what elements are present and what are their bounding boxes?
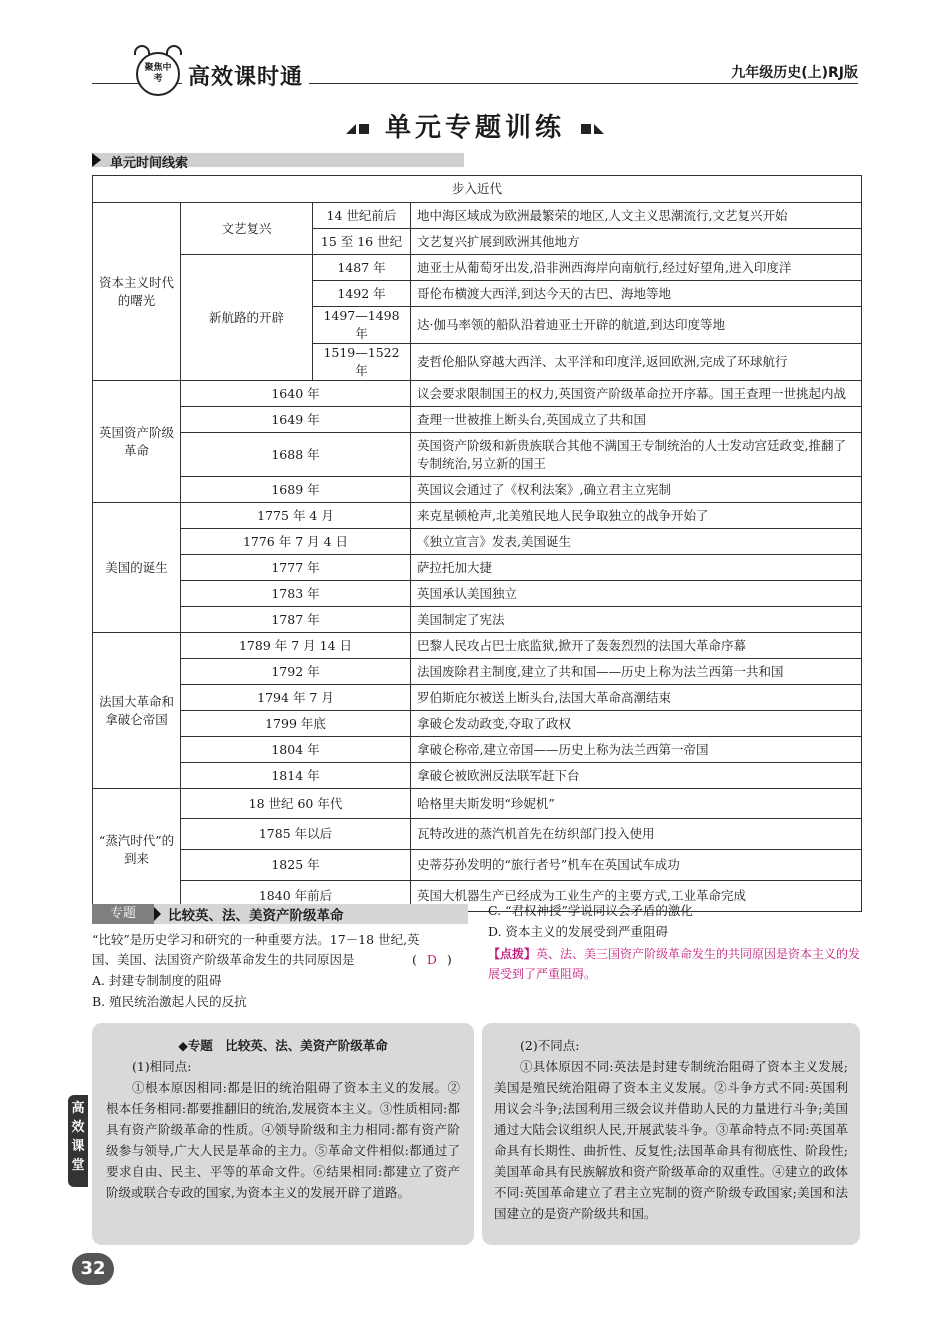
time-cell: 1492 年	[313, 281, 411, 307]
event-cell: 达·伽马率领的船队沿着迪亚士开辟的航道,到达印度等地	[411, 307, 862, 344]
event-cell: 地中海区域成为欧洲最繁荣的地区,人文主义思潮流行,文艺复兴开始	[411, 203, 862, 229]
event-cell: 查理一世被推上断头台,英国成立了共和国	[411, 407, 862, 433]
event-cell: 史蒂芬孙发明的“旅行者号”机车在英国试车成功	[411, 850, 862, 881]
topic-title: 比较英、法、美资产阶级革命	[168, 908, 344, 924]
category-cell: 资本主义时代的曙光	[93, 203, 181, 381]
time-cell: 1794 年 7 月	[181, 685, 411, 711]
time-cell: 18 世纪 60 年代	[181, 789, 411, 819]
timeline-table	[92, 175, 862, 912]
edition-label: 九年级历史(上)RJ版	[725, 62, 858, 82]
event-cell: 迪亚士从葡萄牙出发,沿非洲西海岸向南航行,经过好望角,进入印度洋	[411, 255, 862, 281]
question-line-1: “比较”是历史学习和研究的一种重要方法。17－18 世纪,英	[92, 932, 420, 947]
event-cell: 来克星顿枪声,北美殖民地人民争取独立的战争开始了	[411, 503, 862, 529]
event-cell: 英国承认美国独立	[411, 581, 862, 607]
event-cell: 《独立宣言》发表,美国诞生	[411, 529, 862, 555]
event-cell: 罗伯斯庇尔被送上断头台,法国大革命高潮结束	[411, 685, 862, 711]
time-cell: 1487 年	[313, 255, 411, 281]
time-cell: 1497—1498 年	[313, 307, 411, 344]
logo-badge: 聚焦中考	[144, 63, 172, 84]
answer-close: )	[446, 952, 452, 967]
title-triangle-left-icon	[346, 124, 356, 134]
time-cell: 1792 年	[181, 659, 411, 685]
option-d: D. 资本主义的发展受到严重阻碍	[488, 924, 669, 939]
diff-label: (2)不同点:	[520, 1038, 580, 1053]
time-cell: 1689 年	[181, 477, 411, 503]
tip-label: 【点拨】	[488, 947, 537, 961]
time-cell: 1776 年 7 月 4 日	[181, 529, 411, 555]
time-cell: 1840 年前后	[181, 881, 411, 912]
summary-box-right	[482, 1023, 860, 1245]
time-cell: 1825 年	[181, 850, 411, 881]
event-cell: 议会要求限制国王的权力,英国资产阶级革命拉开序幕。国王查理一世挑起内战	[411, 381, 862, 407]
time-cell: 1789 年 7 月 14 日	[181, 633, 411, 659]
time-cell: 1799 年底	[181, 711, 411, 737]
diff-text: ①具体原因不同:英法是封建专制统治阻碍了资本主义发展;美国是殖民统治阻碍了资本主义发展。②斗争方式不同:英国利用议会斗争;法国利用三级会议并借助人民的力量进行斗争;美国通过大陆会议组织人民,开展武装斗争。③革命特点不同:英国革命具有长期性、曲折性、反复性;法国革命具有彻底性、阶段性;美国革命具有民族解放和资产阶级革命的双重性。④建立的政体不同:英国革命建立了君主立宪制的资产阶级专政国家;美国和法国建立的是资产阶级共和国。	[494, 1059, 848, 1221]
time-cell: 1785 年以后	[181, 819, 411, 850]
option-a: A. 封建专制制度的阻碍	[92, 973, 222, 988]
category-cell: 法国大革命和拿破仑帝国	[93, 633, 181, 789]
section-label: 单元时间线索	[110, 156, 189, 171]
section-header	[92, 153, 464, 171]
section-arrow-icon	[92, 153, 101, 167]
event-cell: 麦哲伦船队穿越大西洋、太平洋和印度洋,返回欧洲,完成了环球航行	[411, 344, 862, 381]
subcategory-cell: 新航路的开辟	[181, 255, 313, 381]
answer-value: D	[426, 952, 437, 967]
time-cell: 14 世纪前后	[313, 203, 411, 229]
title-triangle-right-icon	[594, 124, 604, 134]
time-cell: 1787 年	[181, 607, 411, 633]
same-text: ①根本原因相同:都是旧的统治阻碍了资本主义的发展。②根本任务相同:都要推翻旧的统治,发展资本主义。③性质相同:都具有资产阶级革命的性质。④领导阶级和主力相同:都有资产阶级参与领导,广大人民是革命的主力。⑤革命文件相似:都通过了要求自由、民主、平等的革命文件。⑥结果相同:都建立了资产阶级或联合专政的国家,为资本主义的发展开辟了道路。	[106, 1080, 460, 1200]
side-tab: 高效课堂	[68, 1095, 88, 1187]
event-cell: 巴黎人民攻占巴士底监狱,掀开了轰轰烈烈的法国大革命序幕	[411, 633, 862, 659]
summary-box-left	[92, 1023, 474, 1245]
clock-bell-left	[134, 45, 150, 55]
event-cell: 法国废除君主制度,建立了共和国——历史上称为法兰西第一共和国	[411, 659, 862, 685]
option-c: C. “君权神授”学说同议会矛盾的激化	[488, 903, 693, 918]
event-cell: 哥伦布横渡大西洋,到达今天的古巴、海地等地	[411, 281, 862, 307]
page-number: 32	[72, 1253, 114, 1285]
time-cell: 1649 年	[181, 407, 411, 433]
time-cell: 1783 年	[181, 581, 411, 607]
answer-bracket	[412, 950, 452, 970]
time-cell: 1775 年 4 月	[181, 503, 411, 529]
tip-text: 英、法、美三国资产阶级革命发生的共同原因是资本主义的发展受到了严重阻碍。	[488, 947, 861, 981]
summary-title: ◆专题 比较英、法、美资产阶级革命	[178, 1038, 388, 1053]
time-cell: 1688 年	[181, 433, 411, 477]
time-cell: 1814 年	[181, 763, 411, 789]
time-cell: 1804 年	[181, 737, 411, 763]
event-cell: 拿破仑被欧洲反法联军赶下台	[411, 763, 862, 789]
page-title-text: 单元专题训练	[384, 113, 565, 143]
answer-open: (	[412, 952, 417, 967]
event-cell: 拿破仑发动政变,夺取了政权	[411, 711, 862, 737]
page-title	[0, 107, 950, 144]
time-cell: 1519—1522 年	[313, 344, 411, 381]
time-cell: 1640 年	[181, 381, 411, 407]
time-cell: 15 至 16 世纪	[313, 229, 411, 255]
logo-text: 高效课时通	[182, 60, 309, 91]
category-cell: “蒸汽时代”的到来	[93, 789, 181, 912]
same-label: (1)相同点:	[132, 1059, 192, 1074]
topic-header	[92, 904, 468, 924]
event-cell: 美国制定了宪法	[411, 607, 862, 633]
table-heading: 步入近代	[93, 176, 862, 203]
tip-block	[488, 944, 868, 984]
subcategory-cell: 文艺复兴	[181, 203, 313, 255]
title-square-left-icon	[359, 124, 369, 134]
clock-bell-right	[166, 45, 182, 55]
event-cell: 拿破仑称帝,建立帝国——历史上称为法兰西第一帝国	[411, 737, 862, 763]
category-cell: 美国的诞生	[93, 503, 181, 633]
event-cell: 英国资产阶级和新贵族联合其他不满国王专制统治的人士发动宫廷政变,推翻了专制统治,另立新的国王	[411, 433, 862, 477]
title-square-right-icon	[581, 124, 591, 134]
event-cell: 英国议会通过了《权利法案》,确立君主立宪制	[411, 477, 862, 503]
event-cell: 萨拉托加大捷	[411, 555, 862, 581]
event-cell: 瓦特改进的蒸汽机首先在纺织部门投入使用	[411, 819, 862, 850]
category-cell: 英国资产阶级革命	[93, 381, 181, 503]
event-cell: 哈格里夫斯发明“珍妮机”	[411, 789, 862, 819]
option-b: B. 殖民统治激起人民的反抗	[92, 994, 247, 1009]
topic-tag: 专题	[92, 904, 154, 924]
event-cell: 文艺复兴扩展到欧洲其他地方	[411, 229, 862, 255]
time-cell: 1777 年	[181, 555, 411, 581]
alarm-clock-icon	[136, 52, 180, 96]
event-cell: 英国大机器生产已经成为工业生产的主要方式,工业革命完成	[411, 881, 862, 912]
question-line-2: 国、美国、法国资产阶级革命发生的共同原因是	[92, 952, 355, 967]
